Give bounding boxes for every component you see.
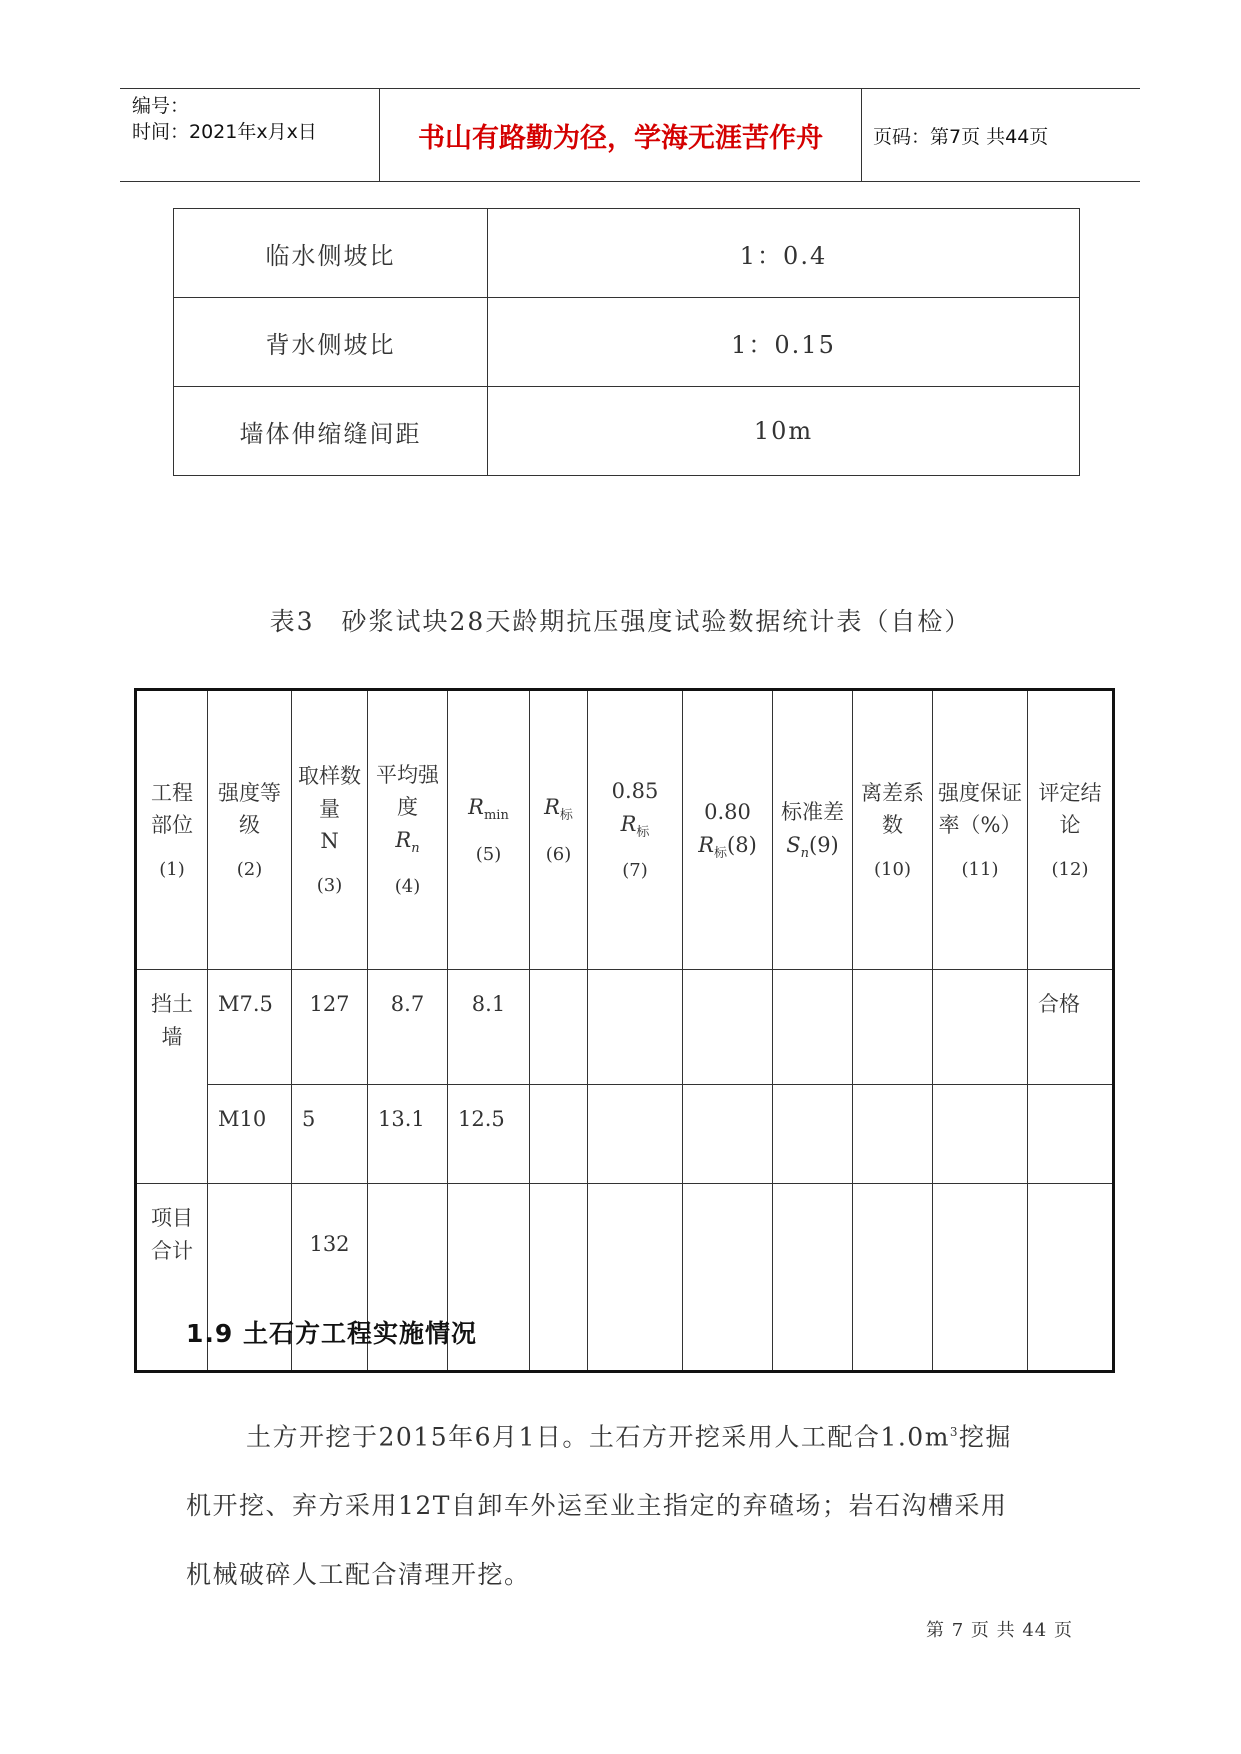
header-text: 0.80 — [704, 800, 751, 825]
empty-cell — [530, 1085, 588, 1184]
header-index: (5) — [475, 843, 502, 865]
mortar-strength-table — [134, 688, 1115, 1373]
total-count-cell: 132 — [292, 1184, 368, 1372]
header-symbol: R — [395, 827, 412, 852]
header-index: (11) — [961, 858, 999, 880]
paragraph-line — [186, 1398, 1086, 1471]
header-index: (2) — [236, 858, 263, 880]
header-text: 平均强度 — [376, 762, 439, 820]
empty-cell — [933, 1085, 1028, 1184]
header-text: 标准差 — [781, 800, 844, 825]
header-index: (8) — [727, 832, 757, 857]
table-header-row — [136, 690, 1114, 970]
table-row — [136, 1085, 1114, 1184]
header-symbol: R — [698, 832, 715, 857]
empty-cell — [933, 1184, 1028, 1372]
header-text: 离差系数 — [861, 780, 924, 838]
page-header — [120, 88, 1140, 182]
table-row — [174, 209, 1080, 298]
header-subscript: n — [800, 845, 809, 861]
param-label: 墙体伸缩缝间距 — [174, 387, 488, 476]
header-divider — [861, 89, 862, 181]
header-text: 强度等级 — [218, 780, 281, 838]
empty-cell — [853, 1184, 933, 1372]
header-symbol: N — [320, 829, 339, 854]
header-subscript: 标 — [636, 824, 650, 840]
table-row — [174, 387, 1080, 476]
header-meta — [132, 93, 387, 145]
header-page-label: 页码：第7页 共44页 — [873, 125, 1049, 148]
header-cell — [933, 690, 1028, 970]
empty-cell — [530, 1184, 588, 1372]
count-cell: 127 — [292, 970, 368, 1085]
superscript: 3 — [949, 1425, 960, 1439]
empty-cell — [588, 1184, 683, 1372]
table-row — [136, 970, 1114, 1085]
empty-cell — [853, 1085, 933, 1184]
empty-cell — [773, 1085, 853, 1184]
header-index: (3) — [316, 874, 343, 896]
header-text: 强度保证率（%） — [938, 780, 1022, 838]
header-symbol: R — [468, 795, 484, 820]
paragraph-text: 挖掘 — [959, 1422, 1013, 1452]
date-label: 时间：2021年x月x日 — [132, 121, 317, 143]
header-index: (1) — [159, 858, 185, 880]
empty-cell — [773, 970, 853, 1085]
header-subscript: 标 — [559, 808, 573, 824]
header-index: (10) — [874, 858, 911, 880]
param-label: 背水侧坡比 — [174, 298, 488, 387]
avg-cell: 13.1 — [368, 1085, 448, 1184]
header-text: 取样数量 — [298, 764, 361, 821]
table-row — [174, 298, 1080, 387]
header-cell — [853, 690, 933, 970]
empty-cell — [853, 970, 933, 1085]
param-value: 1：0.15 — [488, 298, 1080, 387]
serial-label: 编号： — [132, 95, 190, 117]
rmin-cell: 8.1 — [448, 970, 530, 1085]
header-index: (4) — [394, 876, 421, 898]
paragraph-line: 机开挖、弃方采用12T自卸车外运至业主指定的弃碴场；岩石沟槽采用 — [186, 1491, 1008, 1521]
total-label-cell: 项目合计 — [136, 1184, 208, 1372]
header-symbol: R — [544, 795, 560, 820]
empty-cell — [773, 1184, 853, 1372]
header-cell — [683, 690, 773, 970]
header-symbol: R — [620, 811, 637, 836]
empty-cell — [588, 970, 683, 1085]
empty-cell — [530, 970, 588, 1085]
header-subscript: n — [411, 841, 420, 857]
header-cell — [530, 690, 588, 970]
param-value: 1：0.4 — [488, 209, 1080, 298]
param-value: 10m — [488, 387, 1080, 476]
header-index: (6) — [545, 843, 572, 865]
header-cell — [208, 690, 292, 970]
grade-cell: M10 — [208, 1085, 292, 1184]
header-cell — [448, 690, 530, 970]
header-motto: 书山有路勤为径，学海无涯苦作舟 — [418, 122, 823, 154]
rmin-cell: 12.5 — [448, 1085, 530, 1184]
header-index: (12) — [1051, 858, 1089, 880]
wall-parameter-table — [173, 208, 1080, 476]
paragraph-text: 土方开挖于2015年6月1日。土石方开挖采用人工配合1.0m — [246, 1422, 950, 1452]
empty-cell — [1028, 1085, 1114, 1184]
count-cell: 5 — [292, 1085, 368, 1184]
empty-cell — [683, 1085, 773, 1184]
body-paragraph — [186, 1398, 1086, 1609]
header-text: 工程部位 — [151, 780, 193, 838]
param-label: 临水侧坡比 — [174, 209, 488, 298]
header-cell — [368, 690, 448, 970]
header-cell — [588, 690, 683, 970]
paragraph-line: 机械破碎人工配合清理开挖。 — [186, 1560, 531, 1590]
empty-cell — [588, 1085, 683, 1184]
header-index: (9) — [809, 832, 839, 857]
empty-cell — [933, 970, 1028, 1085]
empty-cell — [683, 970, 773, 1085]
avg-cell: 8.7 — [368, 970, 448, 1085]
header-symbol: S — [786, 832, 801, 857]
empty-cell — [683, 1184, 773, 1372]
result-cell: 合格 — [1028, 970, 1114, 1085]
part-cell: 挡土墙 — [136, 970, 208, 1184]
empty-cell — [1028, 1184, 1114, 1372]
section-title: 1.9 土石方工程实施情况 — [186, 1319, 477, 1348]
header-cell — [136, 690, 208, 970]
header-cell — [1028, 690, 1114, 970]
grade-cell: M7.5 — [208, 970, 292, 1085]
header-index: (7) — [622, 859, 648, 881]
header-subscript: min — [483, 808, 509, 824]
header-cell — [292, 690, 368, 970]
table-caption: 表3 砂浆试块28天龄期抗压强度试验数据统计表（自检） — [269, 607, 972, 636]
header-subscript: 标 — [714, 845, 728, 861]
page-footer: 第 7 页 共 44 页 — [926, 1620, 1073, 1641]
header-cell — [773, 690, 853, 970]
header-text: 评定结论 — [1038, 780, 1102, 838]
header-text: 0.85 — [611, 779, 659, 804]
